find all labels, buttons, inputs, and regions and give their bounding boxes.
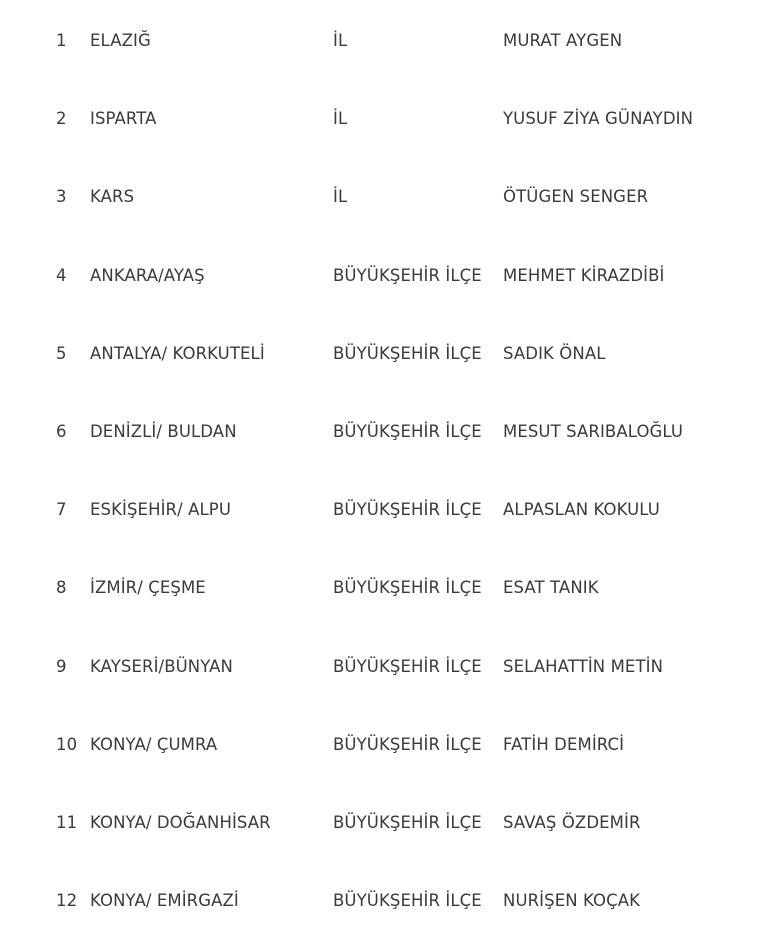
place-cell: KONYA/ EMİRGAZİ xyxy=(90,890,239,910)
table-row xyxy=(0,471,760,549)
row-number: 5 xyxy=(56,343,67,363)
candidate-name-cell: YUSUF ZİYA GÜNAYDIN xyxy=(503,109,694,129)
candidate-table xyxy=(0,2,760,940)
type-cell: BÜYÜKŞEHİR İLÇE xyxy=(333,265,482,285)
row-number: 3 xyxy=(56,187,67,207)
candidate-name-cell: SAVAŞ ÖZDEMİR xyxy=(503,812,641,832)
candidate-name-cell: SELAHATTİN METİN xyxy=(503,656,664,676)
table-row xyxy=(0,80,760,158)
place-cell: KARS xyxy=(90,187,135,207)
row-number: 4 xyxy=(56,265,67,285)
type-cell: BÜYÜKŞEHİR İLÇE xyxy=(333,578,482,598)
row-number: 12 xyxy=(56,890,78,910)
candidate-name-cell: ALPASLAN KOKULU xyxy=(503,499,660,519)
place-cell: ELAZIĞ xyxy=(90,30,151,50)
place-cell: ANTALYA/ KORKUTELİ xyxy=(90,343,265,363)
type-cell: BÜYÜKŞEHİR İLÇE xyxy=(333,343,482,363)
candidate-name-cell: MURAT AYGEN xyxy=(503,30,623,50)
type-cell: BÜYÜKŞEHİR İLÇE xyxy=(333,499,482,519)
table-row xyxy=(0,706,760,784)
row-number: 7 xyxy=(56,499,67,519)
candidate-name-cell: ÖTÜGEN SENGER xyxy=(503,187,649,207)
place-cell: ANKARA/AYAŞ xyxy=(90,265,205,285)
row-number: 10 xyxy=(56,734,78,754)
row-number: 9 xyxy=(56,656,67,676)
row-number: 1 xyxy=(56,30,67,50)
table-row xyxy=(0,2,760,80)
type-cell: İL xyxy=(333,187,348,207)
type-cell: BÜYÜKŞEHİR İLÇE xyxy=(333,890,482,910)
candidate-name-cell: SADIK ÖNAL xyxy=(503,343,606,363)
table-row xyxy=(0,628,760,706)
candidate-name-cell: MESUT SARIBALOĞLU xyxy=(503,421,684,441)
type-cell: BÜYÜKŞEHİR İLÇE xyxy=(333,421,482,441)
place-cell: KONYA/ DOĞANHİSAR xyxy=(90,812,271,832)
candidate-name-cell: NURİŞEN KOÇAK xyxy=(503,890,641,910)
row-number: 11 xyxy=(56,812,78,832)
table-row xyxy=(0,237,760,315)
type-cell: BÜYÜKŞEHİR İLÇE xyxy=(333,656,482,676)
row-number: 2 xyxy=(56,109,67,129)
place-cell: ISPARTA xyxy=(90,109,157,129)
row-number: 6 xyxy=(56,421,67,441)
table-row xyxy=(0,784,760,862)
type-cell: BÜYÜKŞEHİR İLÇE xyxy=(333,812,482,832)
place-cell: KAYSERİ/BÜNYAN xyxy=(90,656,233,676)
table-row xyxy=(0,158,760,236)
place-cell: İZMİR/ ÇEŞME xyxy=(90,578,206,598)
table-row xyxy=(0,862,760,940)
candidate-name-cell: ESAT TANIK xyxy=(503,578,599,598)
place-cell: DENİZLİ/ BULDAN xyxy=(90,421,237,441)
type-cell: İL xyxy=(333,109,348,129)
type-cell: İL xyxy=(333,30,348,50)
candidate-name-cell: MEHMET KİRAZDİBİ xyxy=(503,265,665,285)
table-row xyxy=(0,549,760,627)
table-row xyxy=(0,315,760,393)
type-cell: BÜYÜKŞEHİR İLÇE xyxy=(333,734,482,754)
table-row xyxy=(0,393,760,471)
place-cell: KONYA/ ÇUMRA xyxy=(90,734,218,754)
place-cell: ESKİŞEHİR/ ALPU xyxy=(90,499,232,519)
row-number: 8 xyxy=(56,578,67,598)
candidate-name-cell: FATİH DEMİRCİ xyxy=(503,734,625,754)
